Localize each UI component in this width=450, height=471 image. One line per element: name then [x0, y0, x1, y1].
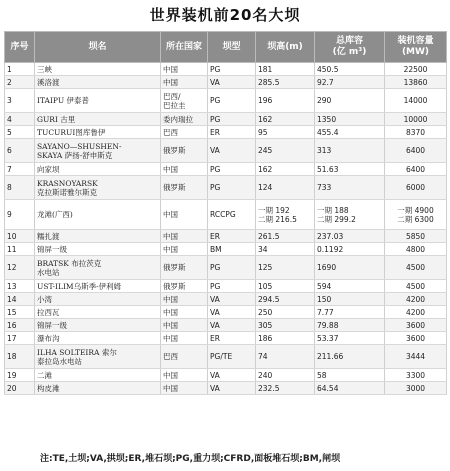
cell-type: PG	[208, 280, 256, 293]
cell-no: 20	[5, 382, 35, 395]
cell-no: 15	[5, 306, 35, 319]
cell-height: 186	[256, 332, 315, 345]
cell-no: 2	[5, 76, 35, 89]
cell-capacity: 79.88	[315, 319, 385, 332]
cell-capacity: 58	[315, 369, 385, 382]
cell-height: 245	[256, 139, 315, 163]
cell-no: 13	[5, 280, 35, 293]
cell-type: PG	[208, 89, 256, 113]
cell-height: 250	[256, 306, 315, 319]
table-row	[5, 176, 447, 200]
cell-power: 5850	[385, 230, 447, 243]
cell-type: VA	[208, 369, 256, 382]
header-height: 坝高(m)	[256, 32, 315, 63]
cell-type: ER	[208, 332, 256, 345]
cell-power: 3300	[385, 369, 447, 382]
table-row	[5, 63, 447, 76]
cell-height: 125	[256, 256, 315, 280]
cell-country: 中国	[161, 332, 208, 345]
cell-no: 3	[5, 89, 35, 113]
table-row	[5, 243, 447, 256]
cell-power: 8370	[385, 126, 447, 139]
cell-type: VA	[208, 139, 256, 163]
cell-type: VA	[208, 319, 256, 332]
cell-country: 中国	[161, 319, 208, 332]
cell-type: VA	[208, 76, 256, 89]
cell-country: 中国	[161, 243, 208, 256]
cell-capacity: 450.5	[315, 63, 385, 76]
cell-no: 14	[5, 293, 35, 306]
cell-height: 196	[256, 89, 315, 113]
table-body	[5, 63, 447, 395]
cell-power: 14000	[385, 89, 447, 113]
header-capacity: 总库容 (亿 m³)	[315, 32, 385, 63]
cell-capacity: 211.66	[315, 345, 385, 369]
cell-no: 8	[5, 176, 35, 200]
table-row	[5, 113, 447, 126]
cell-power: 4200	[385, 306, 447, 319]
cell-name: GURI 古里	[35, 113, 161, 126]
cell-country: 俄罗斯	[161, 139, 208, 163]
cell-country: 巴西/ 巴拉圭	[161, 89, 208, 113]
table-row	[5, 200, 447, 230]
cell-country: 中国	[161, 382, 208, 395]
cell-type: VA	[208, 306, 256, 319]
cell-height: 240	[256, 369, 315, 382]
cell-capacity: 一期 188 二期 299.2	[315, 200, 385, 230]
cell-type: PG	[208, 256, 256, 280]
cell-height: 285.5	[256, 76, 315, 89]
cell-name: KRASNOYARSK 克拉斯诺雅尔斯克	[35, 176, 161, 200]
cell-name: UST-ILIM乌斯季-伊利姆	[35, 280, 161, 293]
cell-country: 中国	[161, 163, 208, 176]
cell-name: 糯扎渡	[35, 230, 161, 243]
cell-name: 二滩	[35, 369, 161, 382]
cell-country: 俄罗斯	[161, 176, 208, 200]
cell-power: 4800	[385, 243, 447, 256]
cell-type: PG	[208, 113, 256, 126]
cell-no: 6	[5, 139, 35, 163]
header-country: 所在国家	[161, 32, 208, 63]
cell-height: 162	[256, 163, 315, 176]
cell-power: 6400	[385, 163, 447, 176]
cell-height: 95	[256, 126, 315, 139]
cell-capacity: 313	[315, 139, 385, 163]
legend-note: 注:TE,土坝;VA,拱坝;ER,堆石坝;PG,重力坝;CFRD,面板堆石坝;BM,闸坝	[40, 454, 341, 464]
table-row	[5, 230, 447, 243]
table-row	[5, 293, 447, 306]
cell-power: 3600	[385, 332, 447, 345]
cell-no: 7	[5, 163, 35, 176]
cell-country: 中国	[161, 63, 208, 76]
cell-capacity: 150	[315, 293, 385, 306]
table-row	[5, 126, 447, 139]
cell-country: 俄罗斯	[161, 280, 208, 293]
cell-capacity: 53.37	[315, 332, 385, 345]
cell-power: 3444	[385, 345, 447, 369]
cell-no: 10	[5, 230, 35, 243]
cell-capacity: 733	[315, 176, 385, 200]
cell-power: 一期 4900 二期 6300	[385, 200, 447, 230]
table-row	[5, 332, 447, 345]
cell-name: 龙滩(广西)	[35, 200, 161, 230]
cell-capacity: 290	[315, 89, 385, 113]
table-row	[5, 382, 447, 395]
cell-height: 105	[256, 280, 315, 293]
cell-no: 9	[5, 200, 35, 230]
cell-power: 22500	[385, 63, 447, 76]
cell-height: 305	[256, 319, 315, 332]
cell-country: 中国	[161, 200, 208, 230]
cell-height: 261.5	[256, 230, 315, 243]
header-type: 坝型	[208, 32, 256, 63]
cell-country: 巴西	[161, 126, 208, 139]
cell-capacity: 51.63	[315, 163, 385, 176]
cell-no: 5	[5, 126, 35, 139]
cell-height: 232.5	[256, 382, 315, 395]
table-row	[5, 280, 447, 293]
table-row	[5, 139, 447, 163]
cell-name: TUCURUI图库鲁伊	[35, 126, 161, 139]
table-row	[5, 319, 447, 332]
cell-height: 162	[256, 113, 315, 126]
cell-power: 6000	[385, 176, 447, 200]
cell-country: 中国	[161, 293, 208, 306]
cell-no: 17	[5, 332, 35, 345]
cell-power: 4500	[385, 256, 447, 280]
cell-type: BM	[208, 243, 256, 256]
cell-country: 中国	[161, 306, 208, 319]
cell-capacity: 455.4	[315, 126, 385, 139]
table-row	[5, 345, 447, 369]
cell-power: 6400	[385, 139, 447, 163]
cell-capacity: 594	[315, 280, 385, 293]
cell-name: 向家坝	[35, 163, 161, 176]
page-title: 世界装机前20名大坝	[149, 6, 301, 24]
table-row	[5, 163, 447, 176]
cell-name: SAYANO—SHUSHEN- SKAYA 萨扬-舒申斯克	[35, 139, 161, 163]
cell-no: 19	[5, 369, 35, 382]
table-row	[5, 256, 447, 280]
cell-type: PG/TE	[208, 345, 256, 369]
header-name: 坝名	[35, 32, 161, 63]
cell-height: 294.5	[256, 293, 315, 306]
cell-power: 3000	[385, 382, 447, 395]
cell-height: 181	[256, 63, 315, 76]
cell-type: VA	[208, 382, 256, 395]
cell-name: BRATSK 布拉茨克 水电站	[35, 256, 161, 280]
cell-name: ITAIPU 伊泰普	[35, 89, 161, 113]
cell-capacity: 64.54	[315, 382, 385, 395]
cell-name: 构皮滩	[35, 382, 161, 395]
cell-name: 锦屏一级	[35, 243, 161, 256]
cell-country: 俄罗斯	[161, 256, 208, 280]
cell-type: RCCPG	[208, 200, 256, 230]
cell-name: ILHA SOLTEIRA 索尔 泰拉岛水电站	[35, 345, 161, 369]
cell-capacity: 1690	[315, 256, 385, 280]
cell-type: VA	[208, 293, 256, 306]
cell-capacity: 1350	[315, 113, 385, 126]
cell-capacity: 237.03	[315, 230, 385, 243]
cell-type: PG	[208, 63, 256, 76]
cell-name: 锦屏一级	[35, 319, 161, 332]
cell-country: 中国	[161, 76, 208, 89]
cell-no: 11	[5, 243, 35, 256]
cell-name: 溪洛渡	[35, 76, 161, 89]
cell-country: 巴西	[161, 345, 208, 369]
cell-name: 瀑布沟	[35, 332, 161, 345]
cell-country: 中国	[161, 230, 208, 243]
header-power: 装机容量 (MW)	[385, 32, 447, 63]
cell-height: 一期 192 二期 216.5	[256, 200, 315, 230]
cell-power: 4200	[385, 293, 447, 306]
cell-no: 4	[5, 113, 35, 126]
header-no: 序号	[5, 32, 35, 63]
table-row	[5, 306, 447, 319]
cell-name: 拉西瓦	[35, 306, 161, 319]
cell-type: PG	[208, 163, 256, 176]
cell-no: 1	[5, 63, 35, 76]
cell-power: 13860	[385, 76, 447, 89]
cell-capacity: 7.77	[315, 306, 385, 319]
cell-power: 3600	[385, 319, 447, 332]
cell-country: 委内瑞拉	[161, 113, 208, 126]
table-header-row	[5, 32, 447, 63]
table-row	[5, 89, 447, 113]
cell-type: ER	[208, 126, 256, 139]
table-row	[5, 76, 447, 89]
cell-power: 4500	[385, 280, 447, 293]
cell-capacity: 0.1192	[315, 243, 385, 256]
cell-country: 中国	[161, 369, 208, 382]
table-row	[5, 369, 447, 382]
cell-no: 16	[5, 319, 35, 332]
dam-table	[4, 31, 447, 395]
cell-power: 10000	[385, 113, 447, 126]
cell-height: 34	[256, 243, 315, 256]
cell-name: 三峡	[35, 63, 161, 76]
cell-type: PG	[208, 176, 256, 200]
cell-no: 18	[5, 345, 35, 369]
cell-type: ER	[208, 230, 256, 243]
cell-no: 12	[5, 256, 35, 280]
cell-name: 小湾	[35, 293, 161, 306]
cell-height: 74	[256, 345, 315, 369]
cell-capacity: 92.7	[315, 76, 385, 89]
cell-height: 124	[256, 176, 315, 200]
